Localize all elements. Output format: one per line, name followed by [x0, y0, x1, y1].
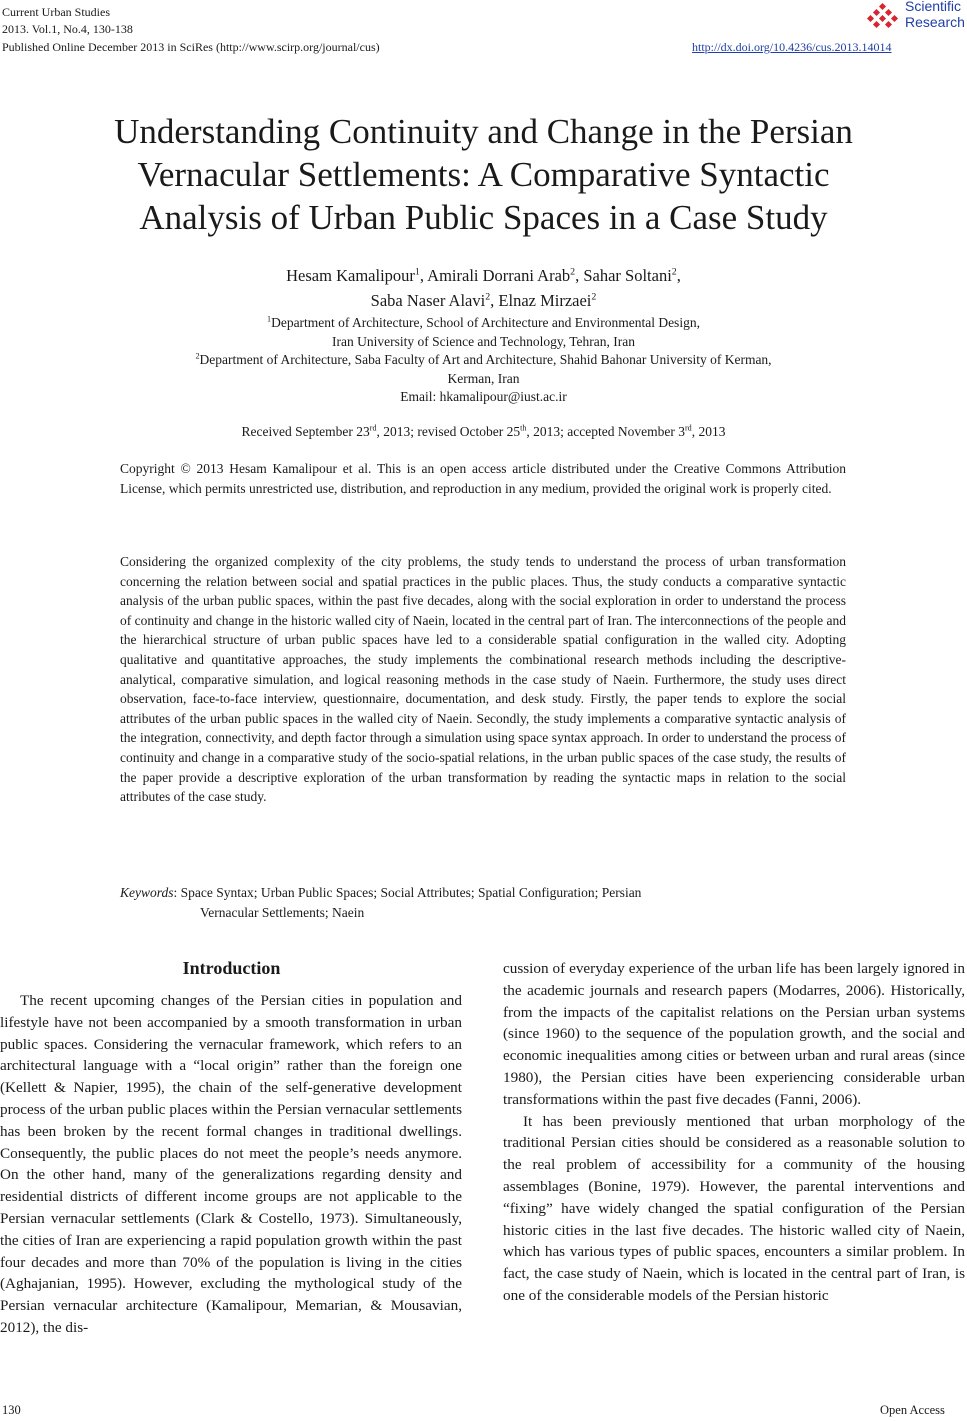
- affiliation-2: $^2$Department of Architecture, Saba Faculty of Art and Architecture, Shahid Bahonar University of Kerman, Kerman, Iran: [195, 351, 772, 386]
- authors-line-1: Hesam Kamalipour$^1$, Amirali Dorrani Arab$^2$, Sahar Soltani$^2$,: [286, 266, 681, 285]
- logo-mark-icon: [866, 2, 906, 32]
- open-access-label: Open Access: [880, 1403, 945, 1417]
- author-email: Email: hkamalipour@iust.ac.ir: [400, 389, 567, 404]
- doi-link[interactable]: http://dx.doi.org/10.4236/cus.2013.14014: [692, 40, 892, 54]
- journal-name: Current Urban Studies: [2, 5, 110, 19]
- page-number: 130: [2, 1403, 21, 1417]
- intro-paragraph-2: It has been previously mentioned that urban morphology of the traditional Persian cities should be considered as a reasonable solution to the real problem of accessibility for a community of the housing assemblages (Bonine, 1979). However, the parental interventions and “fixing” have widely changed the spatial configuration of the Persian historic cities in the last five decades. The historic walled city of Naein, which has various types of public spaces, encounters a similar problem. In fact, the case study of Naein, which is located in the central part of Iran, is one of the considerable models of the Persian historic: [503, 1112, 965, 1304]
- title-line-1: Understanding Continuity and Change in the Persian: [114, 112, 853, 151]
- logo-text: [905, 0, 965, 30]
- logo-line-1: Scientific: [905, 0, 962, 14]
- title-line-2: Vernacular Settlements: A Comparative Syntactic: [137, 155, 830, 194]
- keywords-label: Keywords: [120, 885, 174, 900]
- right-column: [503, 958, 965, 1307]
- journal-volume: 2013. Vol.1, No.4, 130-138: [2, 22, 133, 36]
- keywords: Keywords: Space Syntax; Urban Public Spaces; Social Attributes; Spatial Configuration; Persian Vernacular Settlements; Naein: [120, 885, 642, 920]
- left-column: [0, 990, 462, 1339]
- affiliation-1: $^1$Department of Architecture, School of Architecture and Environmental Design, Iran University of Science and Technology, Tehran, Iran: [267, 314, 700, 349]
- logo-line-2: Research: [905, 14, 965, 30]
- title-line-3: Analysis of Urban Public Spaces in a Case Study: [139, 198, 828, 237]
- paper-title: [60, 110, 907, 239]
- received-dates: Received September 23rd, 2013; revised October 25th, 2013; accepted November 3rd, 2013: [241, 423, 726, 439]
- authors-line-2: Saba Naser Alavi$^2$, Elnaz Mirzaei$^2$: [370, 291, 597, 310]
- abstract: Considering the organized complexity of the city problems, the study tends to understand the process of urban transformation concerning the relation between social and spatial practices in the public places. Thus, the study conducts a comparative syntactic analysis of the urban public spaces, within the past five decades, along with the social exploration in order to understand the process of continuity and change in the historic walled city of Naein, located in the central part of Iran. The interconnections of the people and the hierarchical structure of urban public spaces have led to a considerable spatial configuration in the walled city. Adopting qualitative and quantitative approaches, the study implements the combinational research methods including the descriptive-analytical, comparative simulation, and logical reasoning methods in the case study of Naein. Furthermore, the study uses direct observation, face-to-face interview, questionnaire, documentation, and desk study. Firstly, the paper tends to explore the social attributes of the urban public spaces in the walled city of Naein. Secondly, the study implements a comparative syntactic analysis of the integration, connectivity, and depth factor through a simulation using space syntax approach. In order to understand the process of continuity and change in a comparative study of the socio-spatial relations, in the urban public spaces of the case study, the results of the paper provide a descriptive exploration of the urban transformation by reading the syntactic maps in relation to the social attributes of the case study.: [120, 554, 846, 805]
- introduction-heading: Introduction: [182, 958, 281, 978]
- intro-paragraph-1: The recent upcoming changes of the Persian cities in population and lifestyle have not been accompanied by a smooth transformation in urban public spaces. Considering the vernacular framework, which refers to an architectural language with a “local origin” rather than the foreign one (Kellett & Napier, 1995), the chain of the self-generative development process of the urban public places within the Persian vernacular settlements has been broken by the recent formal changes in traditional dwellings. Consequently, the public places do not meet the people’s needs anymore. On the other hand, many of the generalizations regarding density and residential districts of different income groups are not applicable to the Persian vernacular settlements (Clark & Costello, 1973). Simultaneously, the cities of Iran are experiencing a rapid population growth within the past four decades and more than 70% of the population is living in the cities (Aghajanian, 1995). However, excluding the mythological study of the Persian vernacular architecture (Kamalipour, Memarian, & Mousavian, 2012), the dis-: [0, 992, 462, 1336]
- intro-paragraph-1-cont: cussion of everyday experience of the urban life has been largely ignored in the academic journals and research papers (Modarres, 2006). Historically, from the impacts of the capitalist relations on the Persian urban systems (since 1960) to the sequence of the population growth, and the social and economic inequalities among cities or between urban and rural areas (since 1980), the Persian cities have been experiencing considerable urban transformations within the past five decades (Fanni, 2006).: [503, 960, 965, 1108]
- copyright-notice: Copyright © 2013 Hesam Kamalipour et al. This is an open access article distributed under the Creative Commons Attribution License, which permits unrestricted use, distribution, and reproduction in any medium, provided the original work is properly cited.: [120, 461, 846, 496]
- publication-info: Published Online December 2013 in SciRes (http://www.scirp.org/journal/cus): [2, 40, 380, 54]
